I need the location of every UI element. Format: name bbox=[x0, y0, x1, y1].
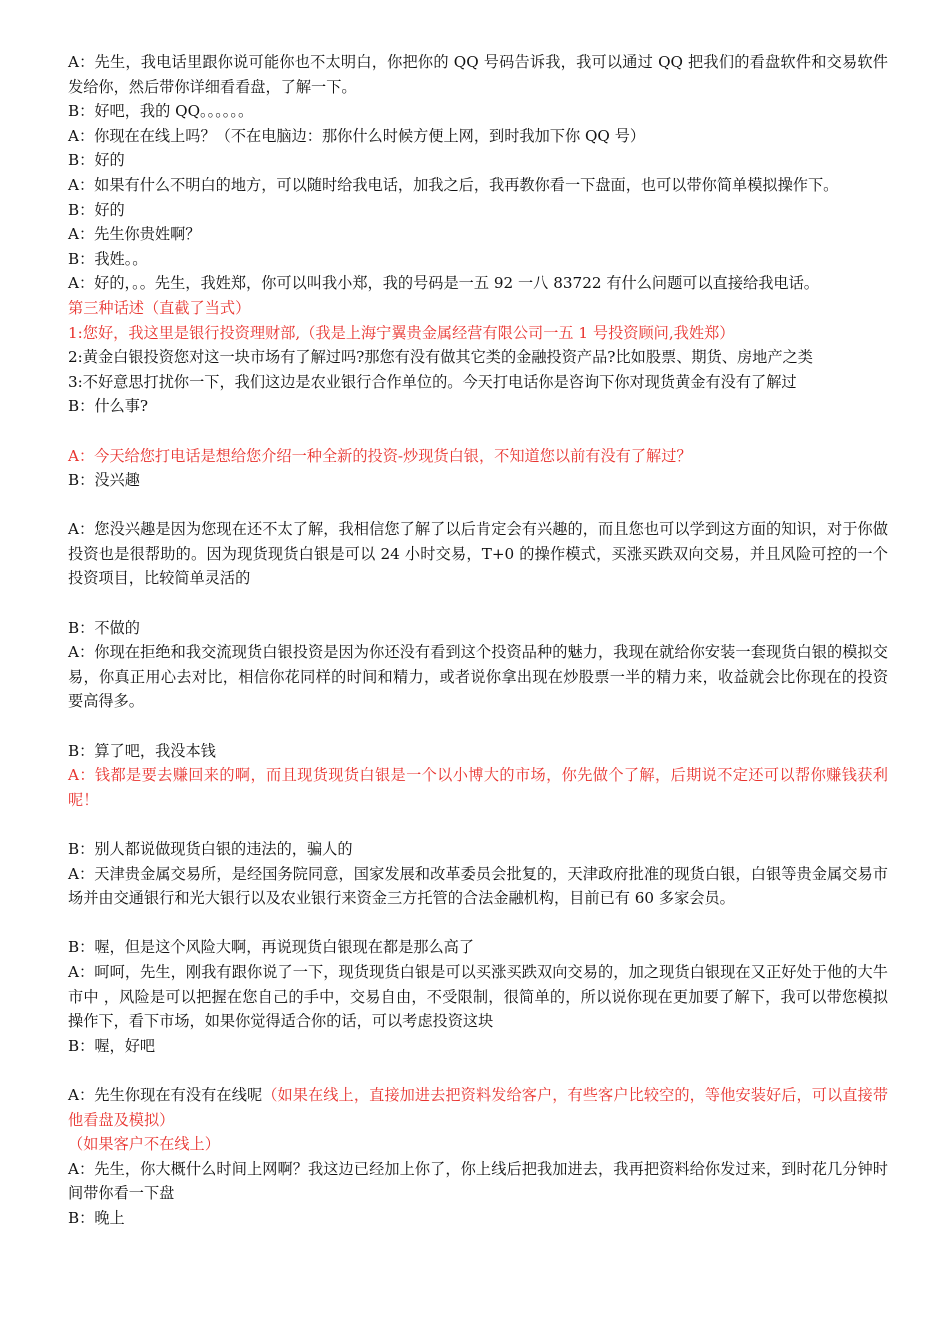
paragraph-text: B：别人都说做现货白银的违法的，骗人的 bbox=[68, 840, 353, 858]
dialogue-paragraph bbox=[68, 640, 888, 714]
paragraph-text: B：好吧，我的 QQ。。。。。。 bbox=[68, 102, 254, 121]
blank-line bbox=[68, 591, 888, 616]
dialogue-paragraph bbox=[68, 763, 888, 812]
paragraph-text: A：您没兴趣是因为您现在还不太了解，我相信您了解了以后肯定会有兴趣的，而且您也可以学到这方面的知识，对于你做投资也是很帮助的。因为现货现货白银是可以 24 小时交易，T+0 的操作模式，买涨买跌双向交易，并且风险可控的一个投资项目，比较简单灵活的 bbox=[68, 520, 888, 588]
paragraph-text: B：算了吧，我没本钱 bbox=[68, 741, 216, 760]
paragraph-text: B：喔，但是这个风险大啊，再说现货白银现在都是那么高了 bbox=[68, 938, 475, 957]
dialogue-paragraph bbox=[68, 148, 888, 173]
blank-line bbox=[68, 911, 888, 936]
dialogue-paragraph bbox=[68, 1132, 888, 1157]
dialogue-paragraph bbox=[68, 1034, 888, 1059]
blank-line bbox=[68, 714, 888, 739]
paragraph-text: B：什么事? bbox=[68, 397, 149, 416]
paragraph-text: B：不做的 bbox=[68, 618, 140, 637]
blank-line bbox=[68, 1058, 888, 1083]
dialogue-paragraph bbox=[68, 173, 888, 198]
highlighted-text: 1:您好，我这里是银行投资理财部,（我是上海宁翼贵金属经营有限公司一五 1 号投资顾问,我姓郑） bbox=[68, 323, 735, 342]
paragraph-text: B：好的 bbox=[68, 151, 125, 170]
dialogue-paragraph bbox=[68, 468, 888, 493]
dialogue-paragraph bbox=[68, 321, 888, 346]
dialogue-paragraph bbox=[68, 271, 888, 296]
paragraph-text: A：先生，我电话里跟你说可能你也不太明白，你把你的 QQ 号码告诉我，我可以通过 QQ 把我们的看盘软件和交易软件发给你，然后带你详细看看盘，了解一下。 bbox=[68, 53, 888, 96]
paragraph-text: A：先生你贵姓啊？ bbox=[68, 225, 201, 244]
dialogue-paragraph bbox=[68, 99, 888, 124]
dialogue-paragraph bbox=[68, 198, 888, 223]
paragraph-text: A：先生，你大概什么时间上网啊？我这边已经加上你了，你上线后把我加进去，我再把资料给你发过来，到时花几分钟时间带你看一下盘 bbox=[68, 1159, 888, 1203]
paragraph-text: A：天津贵金属交易所，是经国务院同意，国家发展和改革委员会批复的，天津政府批准的现货白银，白银等贵金属交易市场并由交通银行和光大银行以及农业银行来资金三方托管的合法金融机构，目前已有 60 多家会员。 bbox=[68, 864, 888, 908]
dialogue-paragraph bbox=[68, 960, 888, 1034]
dialogue-paragraph bbox=[68, 1083, 888, 1132]
paragraph-text: A：你现在在线上吗？（不在电脑边：那你什么时候方便上网，到时我加下你 QQ 号） bbox=[68, 126, 646, 145]
highlighted-text: A：今天给您打电话是想给您介绍一种全新的投资-炒现货白银，不知道您以前有没有了解过？ bbox=[68, 446, 692, 465]
dialogue-paragraph bbox=[68, 124, 888, 149]
highlighted-text: 第三种话述（直截了当式） bbox=[68, 298, 251, 317]
paragraph-text: A：如果有什么不明白的地方，可以随时给我电话，加我之后，我再教你看一下盘面，也可以带你简单模拟操作下。 bbox=[68, 175, 839, 194]
highlighted-text: （如果客户不在线上） bbox=[68, 1135, 220, 1154]
dialogue-paragraph bbox=[68, 296, 888, 321]
dialogue-paragraph bbox=[68, 247, 888, 272]
dialogue-paragraph bbox=[68, 1157, 888, 1206]
dialogue-paragraph bbox=[68, 517, 888, 591]
dialogue-paragraph bbox=[68, 444, 888, 469]
dialogue-paragraph bbox=[68, 616, 888, 641]
dialogue-paragraph bbox=[68, 935, 888, 960]
highlighted-text: （如果在线上，直接加进去把资料发给客户，有些客户比较空的，等他安装好后，可以直接带他看盘及模拟） bbox=[68, 1085, 889, 1129]
dialogue-paragraph bbox=[68, 345, 888, 370]
paragraph-text: A：好的，。。先生，我姓郑，你可以叫我小郑，我的号码是一五 92 一八 83722 有什么问题可以直接给我电话。 bbox=[68, 274, 819, 293]
dialogue-paragraph bbox=[68, 370, 888, 395]
paragraph-text: A：你现在拒绝和我交流现货白银投资是因为你还没有看到这个投资品种的魅力，我现在就给你安装一套现货白银的模拟交易，你真正用心去对比，相信你花同样的时间和精力，或者说你拿出现在炒股票一半的精力来，收益就会比你现在的投资要高得多。 bbox=[68, 643, 888, 711]
paragraph-text: B：好的 bbox=[68, 200, 125, 219]
blank-line bbox=[68, 419, 888, 444]
dialogue-paragraph bbox=[68, 837, 888, 862]
paragraph-text: B：没兴趣 bbox=[68, 471, 140, 490]
dialogue-paragraph bbox=[68, 1206, 888, 1231]
highlighted-text: A：钱都是要去赚回来的啊，而且现货现货白银是一个以小博大的市场，你先做个了解，后期说不定还可以帮你赚钱获利呢！ bbox=[68, 766, 888, 809]
blank-line bbox=[68, 493, 888, 518]
dialogue-paragraph bbox=[68, 222, 888, 247]
paragraph-text: B：喔，好吧 bbox=[68, 1036, 156, 1055]
paragraph-text: B：我姓。。 bbox=[68, 249, 148, 268]
paragraph-text: 2:黄金白银投资您对这一块市场有了解过吗?那您有没有做其它类的金融投资产品?比如股票、期货、房地产之类 bbox=[68, 348, 813, 367]
dialogue-paragraph bbox=[68, 862, 888, 911]
dialogue-paragraph bbox=[68, 739, 888, 764]
dialogue-paragraph bbox=[68, 394, 888, 419]
paragraph-text: 3:不好意思打扰你一下，我们这边是农业银行合作单位的。今天打电话你是咨询下你对现货黄金有没有了解过 bbox=[68, 372, 797, 391]
blank-line bbox=[68, 812, 888, 837]
paragraph-text: B：晚上 bbox=[68, 1208, 125, 1227]
paragraph-text: A：先生你现在有没有在线呢 bbox=[68, 1085, 263, 1104]
paragraph-text: A：呵呵，先生，刚我有跟你说了一下，现货现货白银是可以买涨买跌双向交易的，加之现货白银现在又正好处于他的大牛市中 ，风险是可以把握在您自己的手中，交易自由，不受限制，很简单的，所以说你现在更加要了解下，我可以带您模拟操作下，看下市场，如果你觉得适合你的话，可以考虑投资这块 bbox=[68, 962, 888, 1031]
dialogue-paragraph bbox=[68, 50, 888, 99]
